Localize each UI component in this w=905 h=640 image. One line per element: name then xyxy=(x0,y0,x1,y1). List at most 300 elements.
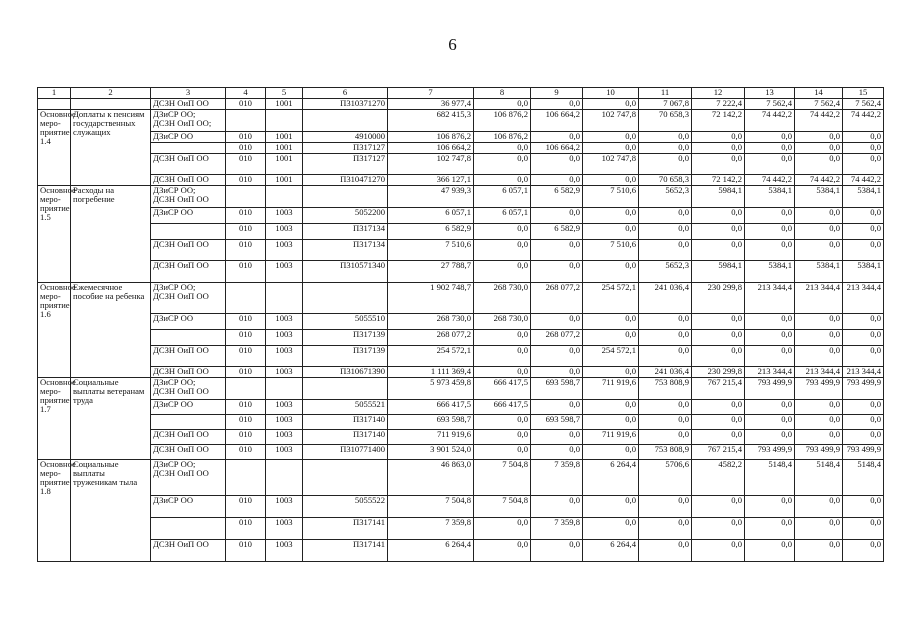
code-cell: 1001 xyxy=(266,154,303,175)
table-row xyxy=(38,186,884,208)
value-cell: 268 077,2 xyxy=(388,330,474,346)
header-cell: 8 xyxy=(474,88,531,99)
value-cell: 793 499,9 xyxy=(795,378,843,400)
description-cell: Социальные выплаты ветеранам труда xyxy=(71,378,151,460)
executor-cell: ДЗиСР ОО; ДСЗН ОиП ОО xyxy=(151,460,226,496)
value-cell: 0,0 xyxy=(843,224,884,240)
value-cell: 0,0 xyxy=(692,314,745,330)
value-cell: 0,0 xyxy=(692,400,745,415)
code-cell xyxy=(266,460,303,496)
value-cell: 0,0 xyxy=(692,415,745,430)
value-cell: 0,0 xyxy=(745,430,795,445)
value-cell: 693 598,7 xyxy=(388,415,474,430)
value-cell: 0,0 xyxy=(639,132,692,143)
code-cell: 010 xyxy=(226,330,266,346)
code-cell: 5052200 xyxy=(303,208,388,224)
value-cell: 5 973 459,8 xyxy=(388,378,474,400)
code-cell: 010 xyxy=(226,400,266,415)
value-cell: 0,0 xyxy=(795,540,843,562)
executor-cell xyxy=(151,330,226,346)
executor-cell xyxy=(151,143,226,154)
value-cell: 0,0 xyxy=(639,240,692,261)
value-cell: 0,0 xyxy=(639,314,692,330)
value-cell: 7 504,8 xyxy=(474,460,531,496)
value-cell: 241 036,4 xyxy=(639,367,692,378)
value-cell: 213 344,4 xyxy=(843,367,884,378)
value-cell: 0,0 xyxy=(583,132,639,143)
value-cell: 5384,1 xyxy=(795,186,843,208)
value-cell: 230 299,8 xyxy=(692,367,745,378)
value-cell: 0,0 xyxy=(795,132,843,143)
header-cell: 3 xyxy=(151,88,226,99)
value-cell: 0,0 xyxy=(843,518,884,540)
code-cell: 1001 xyxy=(266,99,303,110)
value-cell: 0,0 xyxy=(843,346,884,367)
value-cell: 0,0 xyxy=(639,400,692,415)
value-cell: 0,0 xyxy=(474,143,531,154)
value-cell: 47 939,3 xyxy=(388,186,474,208)
value-cell: 5384,1 xyxy=(745,186,795,208)
code-cell xyxy=(303,110,388,132)
code-cell: П317127 xyxy=(303,154,388,175)
value-cell: 6 264,4 xyxy=(583,540,639,562)
value-cell: 711 919,6 xyxy=(583,378,639,400)
code-cell: 1001 xyxy=(266,132,303,143)
code-cell: П317139 xyxy=(303,346,388,367)
table-row xyxy=(38,445,884,460)
code-cell xyxy=(226,186,266,208)
value-cell: 254 572,1 xyxy=(583,283,639,314)
code-cell xyxy=(226,110,266,132)
value-cell: 213 344,4 xyxy=(795,367,843,378)
value-cell: 0,0 xyxy=(795,430,843,445)
value-cell: 0,0 xyxy=(795,224,843,240)
value-cell: 711 919,6 xyxy=(388,430,474,445)
executor-cell: ДСЗН ОиП ОО xyxy=(151,430,226,445)
value-cell: 5384,1 xyxy=(795,261,843,283)
executor-cell: ДЗиСР ОО xyxy=(151,400,226,415)
value-cell: 7 359,8 xyxy=(531,518,583,540)
value-cell: 0,0 xyxy=(692,240,745,261)
code-cell: 010 xyxy=(226,143,266,154)
value-cell: 0,0 xyxy=(531,208,583,224)
value-cell: 0,0 xyxy=(583,175,639,186)
code-cell: 010 xyxy=(226,367,266,378)
executor-cell: ДЗиСР ОО xyxy=(151,208,226,224)
value-cell: 106 664,2 xyxy=(531,143,583,154)
code-cell: 1003 xyxy=(266,445,303,460)
value-cell: 0,0 xyxy=(583,261,639,283)
code-cell: 010 xyxy=(226,261,266,283)
value-cell: 793 499,9 xyxy=(745,445,795,460)
code-cell: 5055521 xyxy=(303,400,388,415)
page-number: 6 xyxy=(448,35,457,54)
code-cell xyxy=(266,186,303,208)
value-cell: 0,0 xyxy=(583,400,639,415)
code-cell: П317140 xyxy=(303,415,388,430)
value-cell: 6 582,9 xyxy=(531,186,583,208)
code-cell: 1003 xyxy=(266,314,303,330)
value-cell: 0,0 xyxy=(583,208,639,224)
code-cell: П317134 xyxy=(303,224,388,240)
code-cell: 1003 xyxy=(266,496,303,518)
value-cell: 0,0 xyxy=(639,224,692,240)
value-cell: 268 077,2 xyxy=(531,283,583,314)
value-cell: 5148,4 xyxy=(745,460,795,496)
code-cell: 1003 xyxy=(266,400,303,415)
table-row xyxy=(38,154,884,175)
value-cell: 5984,1 xyxy=(692,261,745,283)
value-cell: 0,0 xyxy=(474,367,531,378)
table-row xyxy=(38,132,884,143)
value-cell: 0,0 xyxy=(745,540,795,562)
executor-cell xyxy=(151,224,226,240)
executor-cell: ДСЗН ОиП ОО xyxy=(151,540,226,562)
value-cell: 0,0 xyxy=(474,445,531,460)
executor-cell: ДСЗН ОиП ОО xyxy=(151,367,226,378)
value-cell: 102 747,8 xyxy=(583,154,639,175)
code-cell: 010 xyxy=(226,430,266,445)
description-cell xyxy=(71,99,151,110)
value-cell: 0,0 xyxy=(692,496,745,518)
value-cell: 0,0 xyxy=(692,208,745,224)
value-cell: 666 417,5 xyxy=(474,400,531,415)
table-row xyxy=(38,314,884,330)
code-cell xyxy=(303,186,388,208)
executor-cell: ДЗиСР ОО xyxy=(151,132,226,143)
header-cell: 4 xyxy=(226,88,266,99)
value-cell: 70 658,3 xyxy=(639,110,692,132)
description-cell: Ежемесячное пособие на ребенка xyxy=(71,283,151,378)
value-cell: 0,0 xyxy=(692,346,745,367)
code-cell: 010 xyxy=(226,346,266,367)
value-cell: 0,0 xyxy=(692,132,745,143)
value-cell: 753 808,9 xyxy=(639,445,692,460)
code-cell: 010 xyxy=(226,496,266,518)
header-cell: 12 xyxy=(692,88,745,99)
value-cell: 106 664,2 xyxy=(531,110,583,132)
executor-cell xyxy=(151,518,226,540)
value-cell: 793 499,9 xyxy=(795,445,843,460)
value-cell: 254 572,1 xyxy=(583,346,639,367)
value-cell: 0,0 xyxy=(795,240,843,261)
value-cell: 0,0 xyxy=(795,330,843,346)
value-cell: 0,0 xyxy=(639,430,692,445)
header-cell: 2 xyxy=(71,88,151,99)
value-cell: 74 442,2 xyxy=(745,175,795,186)
value-cell: 0,0 xyxy=(639,208,692,224)
value-cell: 74 442,2 xyxy=(745,110,795,132)
value-cell: 0,0 xyxy=(583,415,639,430)
value-cell: 0,0 xyxy=(795,314,843,330)
value-cell: 0,0 xyxy=(474,415,531,430)
value-cell: 6 264,4 xyxy=(583,460,639,496)
value-cell: 0,0 xyxy=(583,445,639,460)
value-cell: 7 562,4 xyxy=(745,99,795,110)
code-cell: 010 xyxy=(226,224,266,240)
value-cell: 7 510,6 xyxy=(583,240,639,261)
value-cell: 241 036,4 xyxy=(639,283,692,314)
code-cell xyxy=(303,283,388,314)
code-cell: 1003 xyxy=(266,261,303,283)
header-cell: 9 xyxy=(531,88,583,99)
value-cell: 366 127,1 xyxy=(388,175,474,186)
value-cell: 0,0 xyxy=(692,224,745,240)
activity-cell: Основное меро-приятие 1.6 xyxy=(38,283,71,378)
value-cell: 0,0 xyxy=(639,518,692,540)
code-cell: 1003 xyxy=(266,367,303,378)
value-cell: 666 417,5 xyxy=(388,400,474,415)
code-cell xyxy=(226,283,266,314)
value-cell: 0,0 xyxy=(474,330,531,346)
value-cell: 0,0 xyxy=(692,430,745,445)
code-cell: П317139 xyxy=(303,330,388,346)
table-row xyxy=(38,224,884,240)
value-cell: 5706,6 xyxy=(639,460,692,496)
activity-cell: Основное меро-приятие 1.5 xyxy=(38,186,71,283)
value-cell: 6 582,9 xyxy=(388,224,474,240)
value-cell: 0,0 xyxy=(531,400,583,415)
value-cell: 793 499,9 xyxy=(745,378,795,400)
value-cell: 5652,3 xyxy=(639,186,692,208)
code-cell: 010 xyxy=(226,208,266,224)
code-cell: 1001 xyxy=(266,175,303,186)
value-cell: 254 572,1 xyxy=(388,346,474,367)
value-cell: 7 510,6 xyxy=(388,240,474,261)
table-row xyxy=(38,175,884,186)
code-cell: 4910000 xyxy=(303,132,388,143)
value-cell: 0,0 xyxy=(583,496,639,518)
header-cell: 14 xyxy=(795,88,843,99)
description-cell: Расходы на погребение xyxy=(71,186,151,283)
executor-cell: ДСЗН ОиП ОО xyxy=(151,240,226,261)
executor-cell: ДЗиСР ОО; ДСЗН ОиП ОО xyxy=(151,378,226,400)
code-cell: 1003 xyxy=(266,346,303,367)
value-cell: 0,0 xyxy=(745,224,795,240)
value-cell: 5148,4 xyxy=(795,460,843,496)
value-cell: 7 562,4 xyxy=(795,99,843,110)
code-cell: П317127 xyxy=(303,143,388,154)
value-cell: 0,0 xyxy=(531,154,583,175)
code-cell: 1003 xyxy=(266,330,303,346)
table-row xyxy=(38,400,884,415)
value-cell: 230 299,8 xyxy=(692,283,745,314)
value-cell: 0,0 xyxy=(795,496,843,518)
value-cell: 0,0 xyxy=(583,99,639,110)
value-cell: 0,0 xyxy=(474,154,531,175)
value-cell: 0,0 xyxy=(583,224,639,240)
value-cell: 213 344,4 xyxy=(843,283,884,314)
code-cell xyxy=(226,378,266,400)
table-row xyxy=(38,460,884,496)
value-cell: 767 215,4 xyxy=(692,378,745,400)
activity-cell: Основное меро-приятие 1.8 xyxy=(38,460,71,562)
value-cell: 5148,4 xyxy=(843,460,884,496)
value-cell: 0,0 xyxy=(843,143,884,154)
value-cell: 213 344,4 xyxy=(745,367,795,378)
value-cell: 1 111 369,4 xyxy=(388,367,474,378)
value-cell: 0,0 xyxy=(745,208,795,224)
table-row xyxy=(38,430,884,445)
header-cell: 7 xyxy=(388,88,474,99)
value-cell: 5384,1 xyxy=(843,186,884,208)
table-row xyxy=(38,367,884,378)
code-cell: П317140 xyxy=(303,430,388,445)
value-cell: 0,0 xyxy=(531,346,583,367)
value-cell: 0,0 xyxy=(745,415,795,430)
code-cell xyxy=(266,110,303,132)
value-cell: 5384,1 xyxy=(745,261,795,283)
value-cell: 753 808,9 xyxy=(639,378,692,400)
value-cell: 693 598,7 xyxy=(531,415,583,430)
table-row xyxy=(38,261,884,283)
code-cell: 010 xyxy=(226,240,266,261)
code-cell: П317134 xyxy=(303,240,388,261)
header-row xyxy=(38,88,884,99)
value-cell: 0,0 xyxy=(639,415,692,430)
value-cell: 6 057,1 xyxy=(388,208,474,224)
table-row xyxy=(38,378,884,400)
value-cell: 7 562,4 xyxy=(843,99,884,110)
value-cell: 0,0 xyxy=(531,261,583,283)
value-cell: 0,0 xyxy=(795,143,843,154)
value-cell: 0,0 xyxy=(795,518,843,540)
value-cell: 0,0 xyxy=(843,154,884,175)
code-cell: П317141 xyxy=(303,540,388,562)
value-cell: 666 417,5 xyxy=(474,378,531,400)
code-cell: 010 xyxy=(226,99,266,110)
value-cell: 7 067,8 xyxy=(639,99,692,110)
value-cell: 46 863,0 xyxy=(388,460,474,496)
header-cell: 6 xyxy=(303,88,388,99)
value-cell: 102 747,8 xyxy=(388,154,474,175)
code-cell: 010 xyxy=(226,445,266,460)
executor-cell: ДСЗН ОиП ОО xyxy=(151,154,226,175)
value-cell: 268 730,0 xyxy=(474,314,531,330)
value-cell: 0,0 xyxy=(745,240,795,261)
value-cell: 72 142,2 xyxy=(692,110,745,132)
value-cell: 0,0 xyxy=(745,496,795,518)
table-row xyxy=(38,518,884,540)
value-cell: 0,0 xyxy=(843,208,884,224)
value-cell: 0,0 xyxy=(843,132,884,143)
code-cell: 010 xyxy=(226,175,266,186)
value-cell: 711 919,6 xyxy=(583,430,639,445)
table-row xyxy=(38,496,884,518)
value-cell: 0,0 xyxy=(843,415,884,430)
value-cell: 0,0 xyxy=(474,346,531,367)
value-cell: 0,0 xyxy=(795,400,843,415)
value-cell: 0,0 xyxy=(583,330,639,346)
code-cell: П310771400 xyxy=(303,445,388,460)
code-cell: 5055522 xyxy=(303,496,388,518)
code-cell xyxy=(266,378,303,400)
header-cell: 10 xyxy=(583,88,639,99)
value-cell: 7 504,8 xyxy=(388,496,474,518)
value-cell: 0,0 xyxy=(474,99,531,110)
header-cell: 5 xyxy=(266,88,303,99)
value-cell: 793 499,9 xyxy=(843,445,884,460)
value-cell: 0,0 xyxy=(745,154,795,175)
table-row xyxy=(38,143,884,154)
value-cell: 0,0 xyxy=(531,314,583,330)
table-row xyxy=(38,346,884,367)
value-cell: 268 730,0 xyxy=(388,314,474,330)
value-cell: 693 598,7 xyxy=(531,378,583,400)
code-cell: 1003 xyxy=(266,208,303,224)
value-cell: 793 499,9 xyxy=(843,378,884,400)
value-cell: 0,0 xyxy=(474,261,531,283)
code-cell: 010 xyxy=(226,154,266,175)
code-cell: П310371270 xyxy=(303,99,388,110)
executor-cell: ДСЗН ОиП ОО xyxy=(151,175,226,186)
value-cell: 5984,1 xyxy=(692,186,745,208)
code-cell: 1003 xyxy=(266,415,303,430)
code-cell: П317141 xyxy=(303,518,388,540)
header-cell: 11 xyxy=(639,88,692,99)
executor-cell: ДСЗН ОиП ОО xyxy=(151,99,226,110)
value-cell: 0,0 xyxy=(639,540,692,562)
executor-cell: ДСЗН ОиП ОО xyxy=(151,261,226,283)
value-cell: 0,0 xyxy=(639,143,692,154)
value-cell: 0,0 xyxy=(583,518,639,540)
value-cell: 213 344,4 xyxy=(745,283,795,314)
value-cell: 74 442,2 xyxy=(795,110,843,132)
value-cell: 7 359,8 xyxy=(388,518,474,540)
code-cell xyxy=(303,460,388,496)
value-cell: 0,0 xyxy=(745,518,795,540)
code-cell: П310471270 xyxy=(303,175,388,186)
table-row xyxy=(38,208,884,224)
header-cell: 1 xyxy=(38,88,71,99)
value-cell: 0,0 xyxy=(745,400,795,415)
value-cell: 27 788,7 xyxy=(388,261,474,283)
value-cell: 0,0 xyxy=(745,330,795,346)
value-cell: 0,0 xyxy=(843,400,884,415)
value-cell: 0,0 xyxy=(745,132,795,143)
value-cell: 0,0 xyxy=(474,518,531,540)
code-cell: 010 xyxy=(226,132,266,143)
executor-cell: ДЗиСР ОО; ДСЗН ОиП ОО; xyxy=(151,110,226,132)
table-row xyxy=(38,330,884,346)
code-cell: 010 xyxy=(226,415,266,430)
value-cell: 682 415,3 xyxy=(388,110,474,132)
code-cell xyxy=(266,283,303,314)
value-cell: 0,0 xyxy=(531,496,583,518)
value-cell: 72 142,2 xyxy=(692,175,745,186)
header-cell: 13 xyxy=(745,88,795,99)
value-cell: 0,0 xyxy=(843,330,884,346)
value-cell: 0,0 xyxy=(531,430,583,445)
value-cell: 102 747,8 xyxy=(583,110,639,132)
value-cell: 0,0 xyxy=(692,330,745,346)
executor-cell: ДСЗН ОиП ОО xyxy=(151,445,226,460)
value-cell: 0,0 xyxy=(474,240,531,261)
code-cell: П310671390 xyxy=(303,367,388,378)
value-cell: 0,0 xyxy=(474,224,531,240)
value-cell: 6 264,4 xyxy=(388,540,474,562)
table-row xyxy=(38,240,884,261)
code-cell: П310571340 xyxy=(303,261,388,283)
value-cell: 0,0 xyxy=(639,154,692,175)
value-cell: 0,0 xyxy=(474,540,531,562)
code-cell: 1003 xyxy=(266,540,303,562)
value-cell: 0,0 xyxy=(531,367,583,378)
value-cell: 5384,1 xyxy=(843,261,884,283)
executor-cell: ДЗиСР ОО; ДСЗН ОиП ОО xyxy=(151,186,226,208)
table-row xyxy=(38,540,884,562)
value-cell: 0,0 xyxy=(583,367,639,378)
